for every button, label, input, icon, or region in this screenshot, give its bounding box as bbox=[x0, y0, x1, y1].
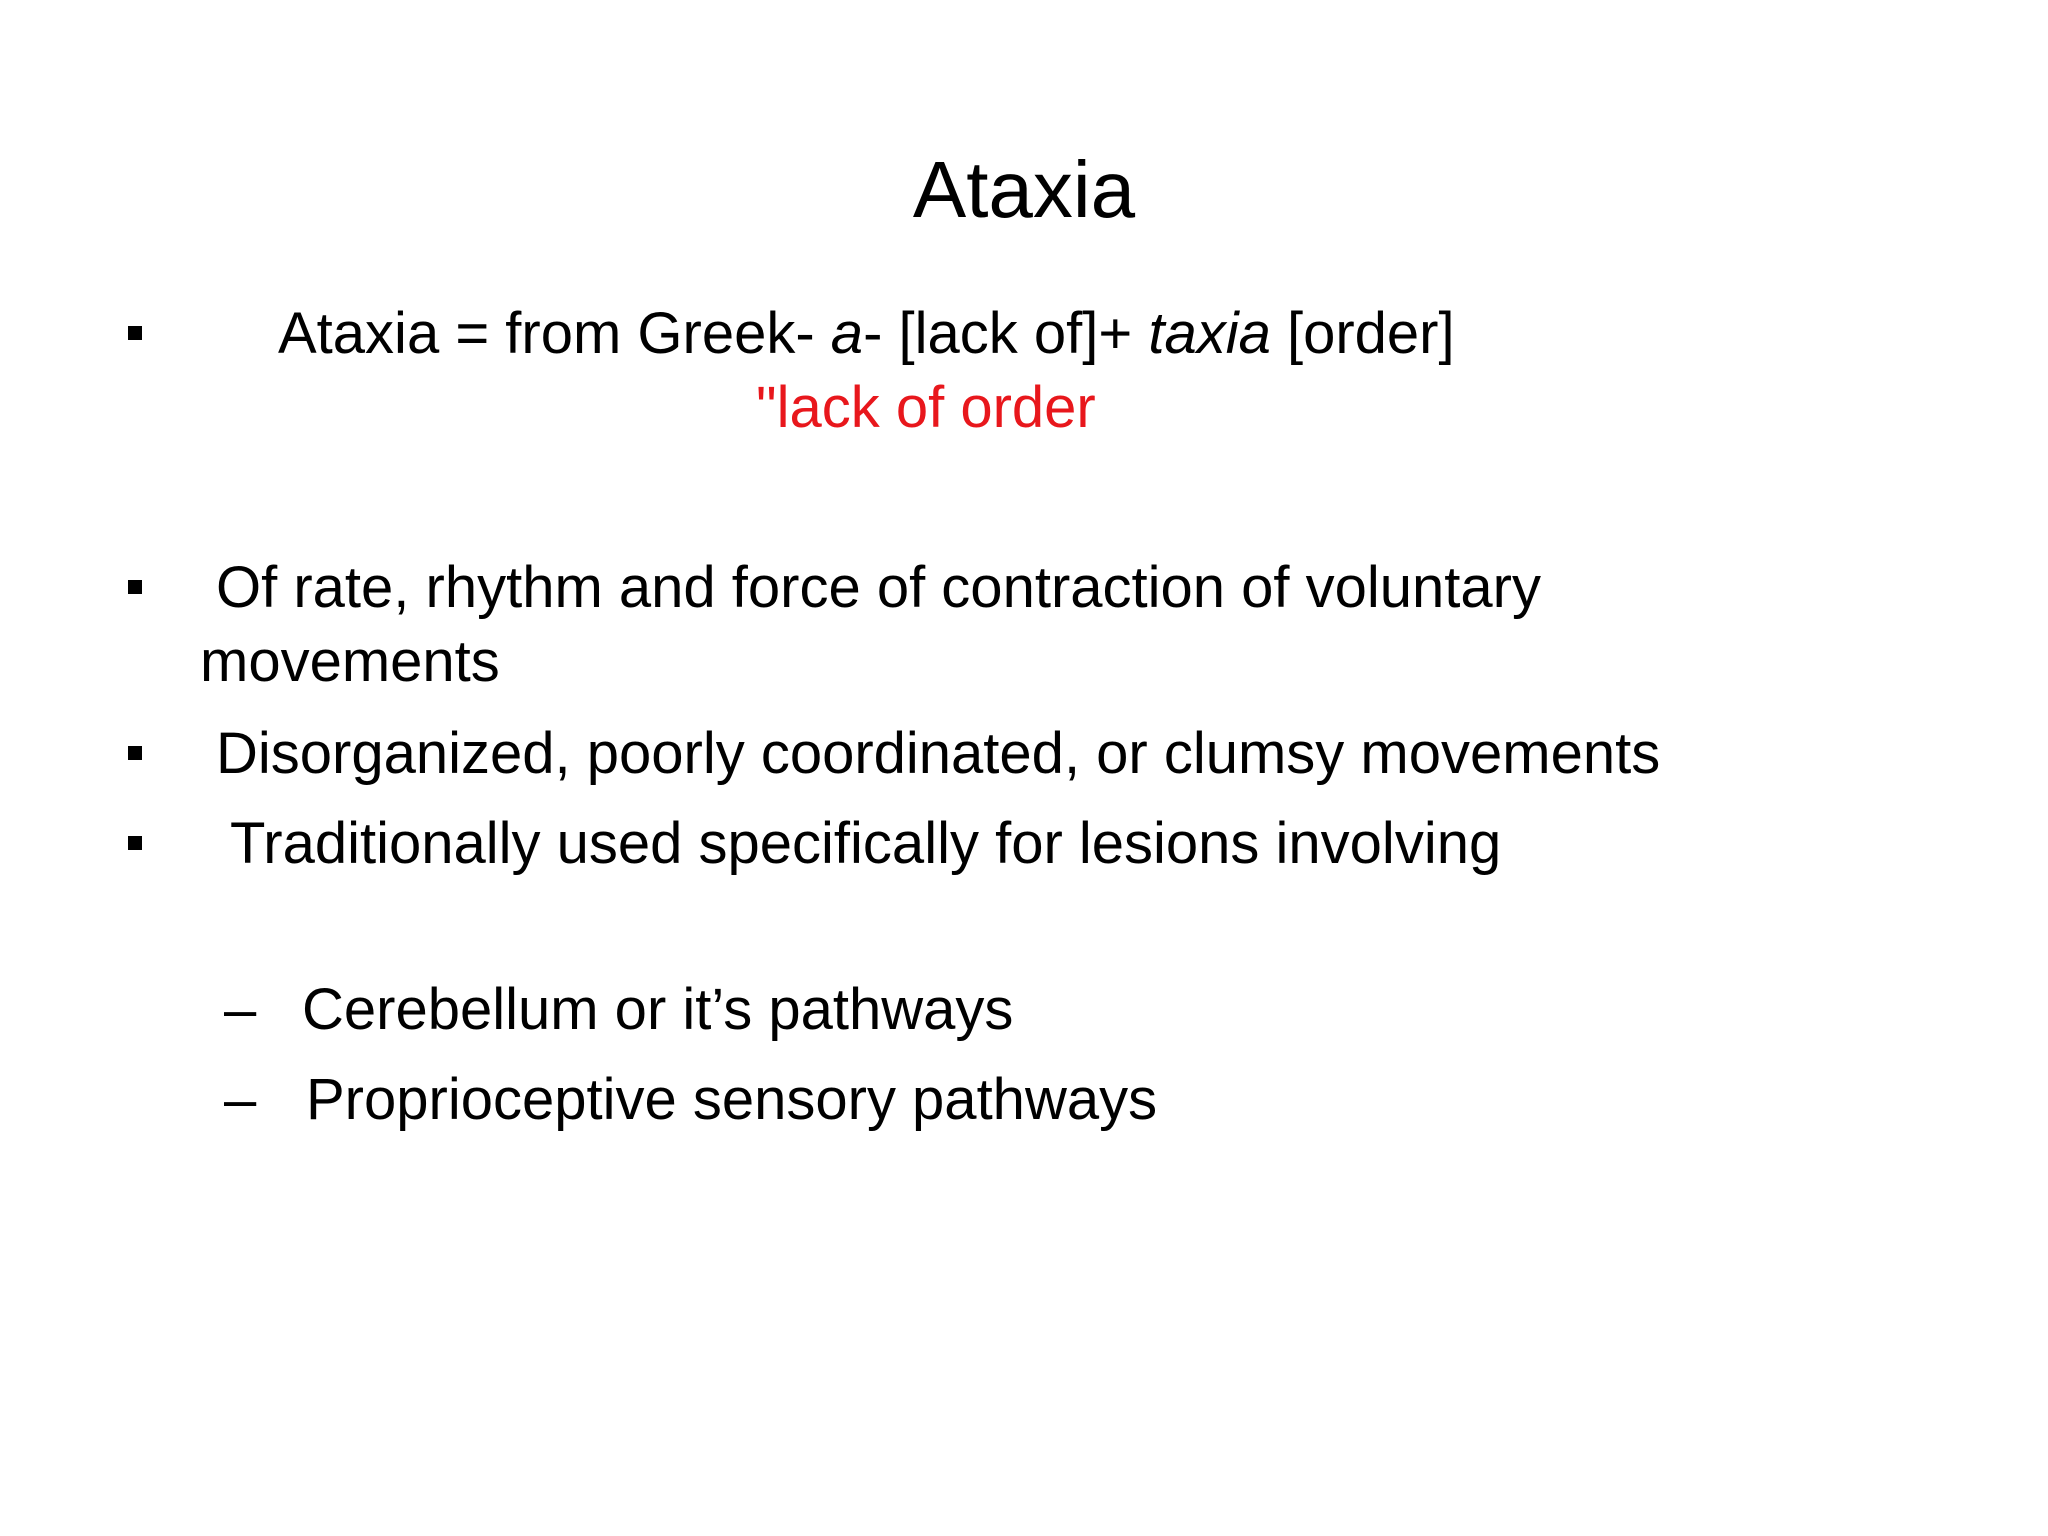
definition-meaning: "lack of order bbox=[756, 375, 1096, 440]
bullet-marker bbox=[128, 580, 142, 594]
definition-term-taxia: taxia bbox=[1148, 301, 1271, 366]
bullet-marker bbox=[128, 746, 142, 760]
sub-bullet-1-text: Cerebellum or it’s pathways bbox=[302, 977, 1014, 1042]
bullet-1-line-2: movements bbox=[200, 629, 500, 694]
definition-line bbox=[278, 298, 1455, 370]
bullet-marker bbox=[128, 836, 142, 850]
dash-marker: – bbox=[224, 977, 257, 1042]
definition-mid: - [lack of]+ bbox=[863, 301, 1149, 366]
definition-term-a: a bbox=[830, 301, 864, 366]
bullet-2-text: Disorganized, poorly coordinated, or clumsy movements bbox=[216, 721, 1661, 786]
sub-bullet-2-text: Proprioceptive sensory pathways bbox=[306, 1067, 1158, 1132]
bullet-marker bbox=[128, 326, 142, 340]
bullet-1-line-1: Of rate, rhythm and force of contraction of voluntary bbox=[216, 555, 1541, 620]
bullet-3-text: Traditionally used specifically for lesions involving bbox=[230, 811, 1502, 876]
definition-prefix: Ataxia = from Greek- bbox=[278, 301, 831, 366]
dash-marker: – bbox=[224, 1067, 257, 1132]
definition-suffix: [order] bbox=[1270, 301, 1455, 366]
slide-title: Ataxia bbox=[912, 145, 1136, 234]
